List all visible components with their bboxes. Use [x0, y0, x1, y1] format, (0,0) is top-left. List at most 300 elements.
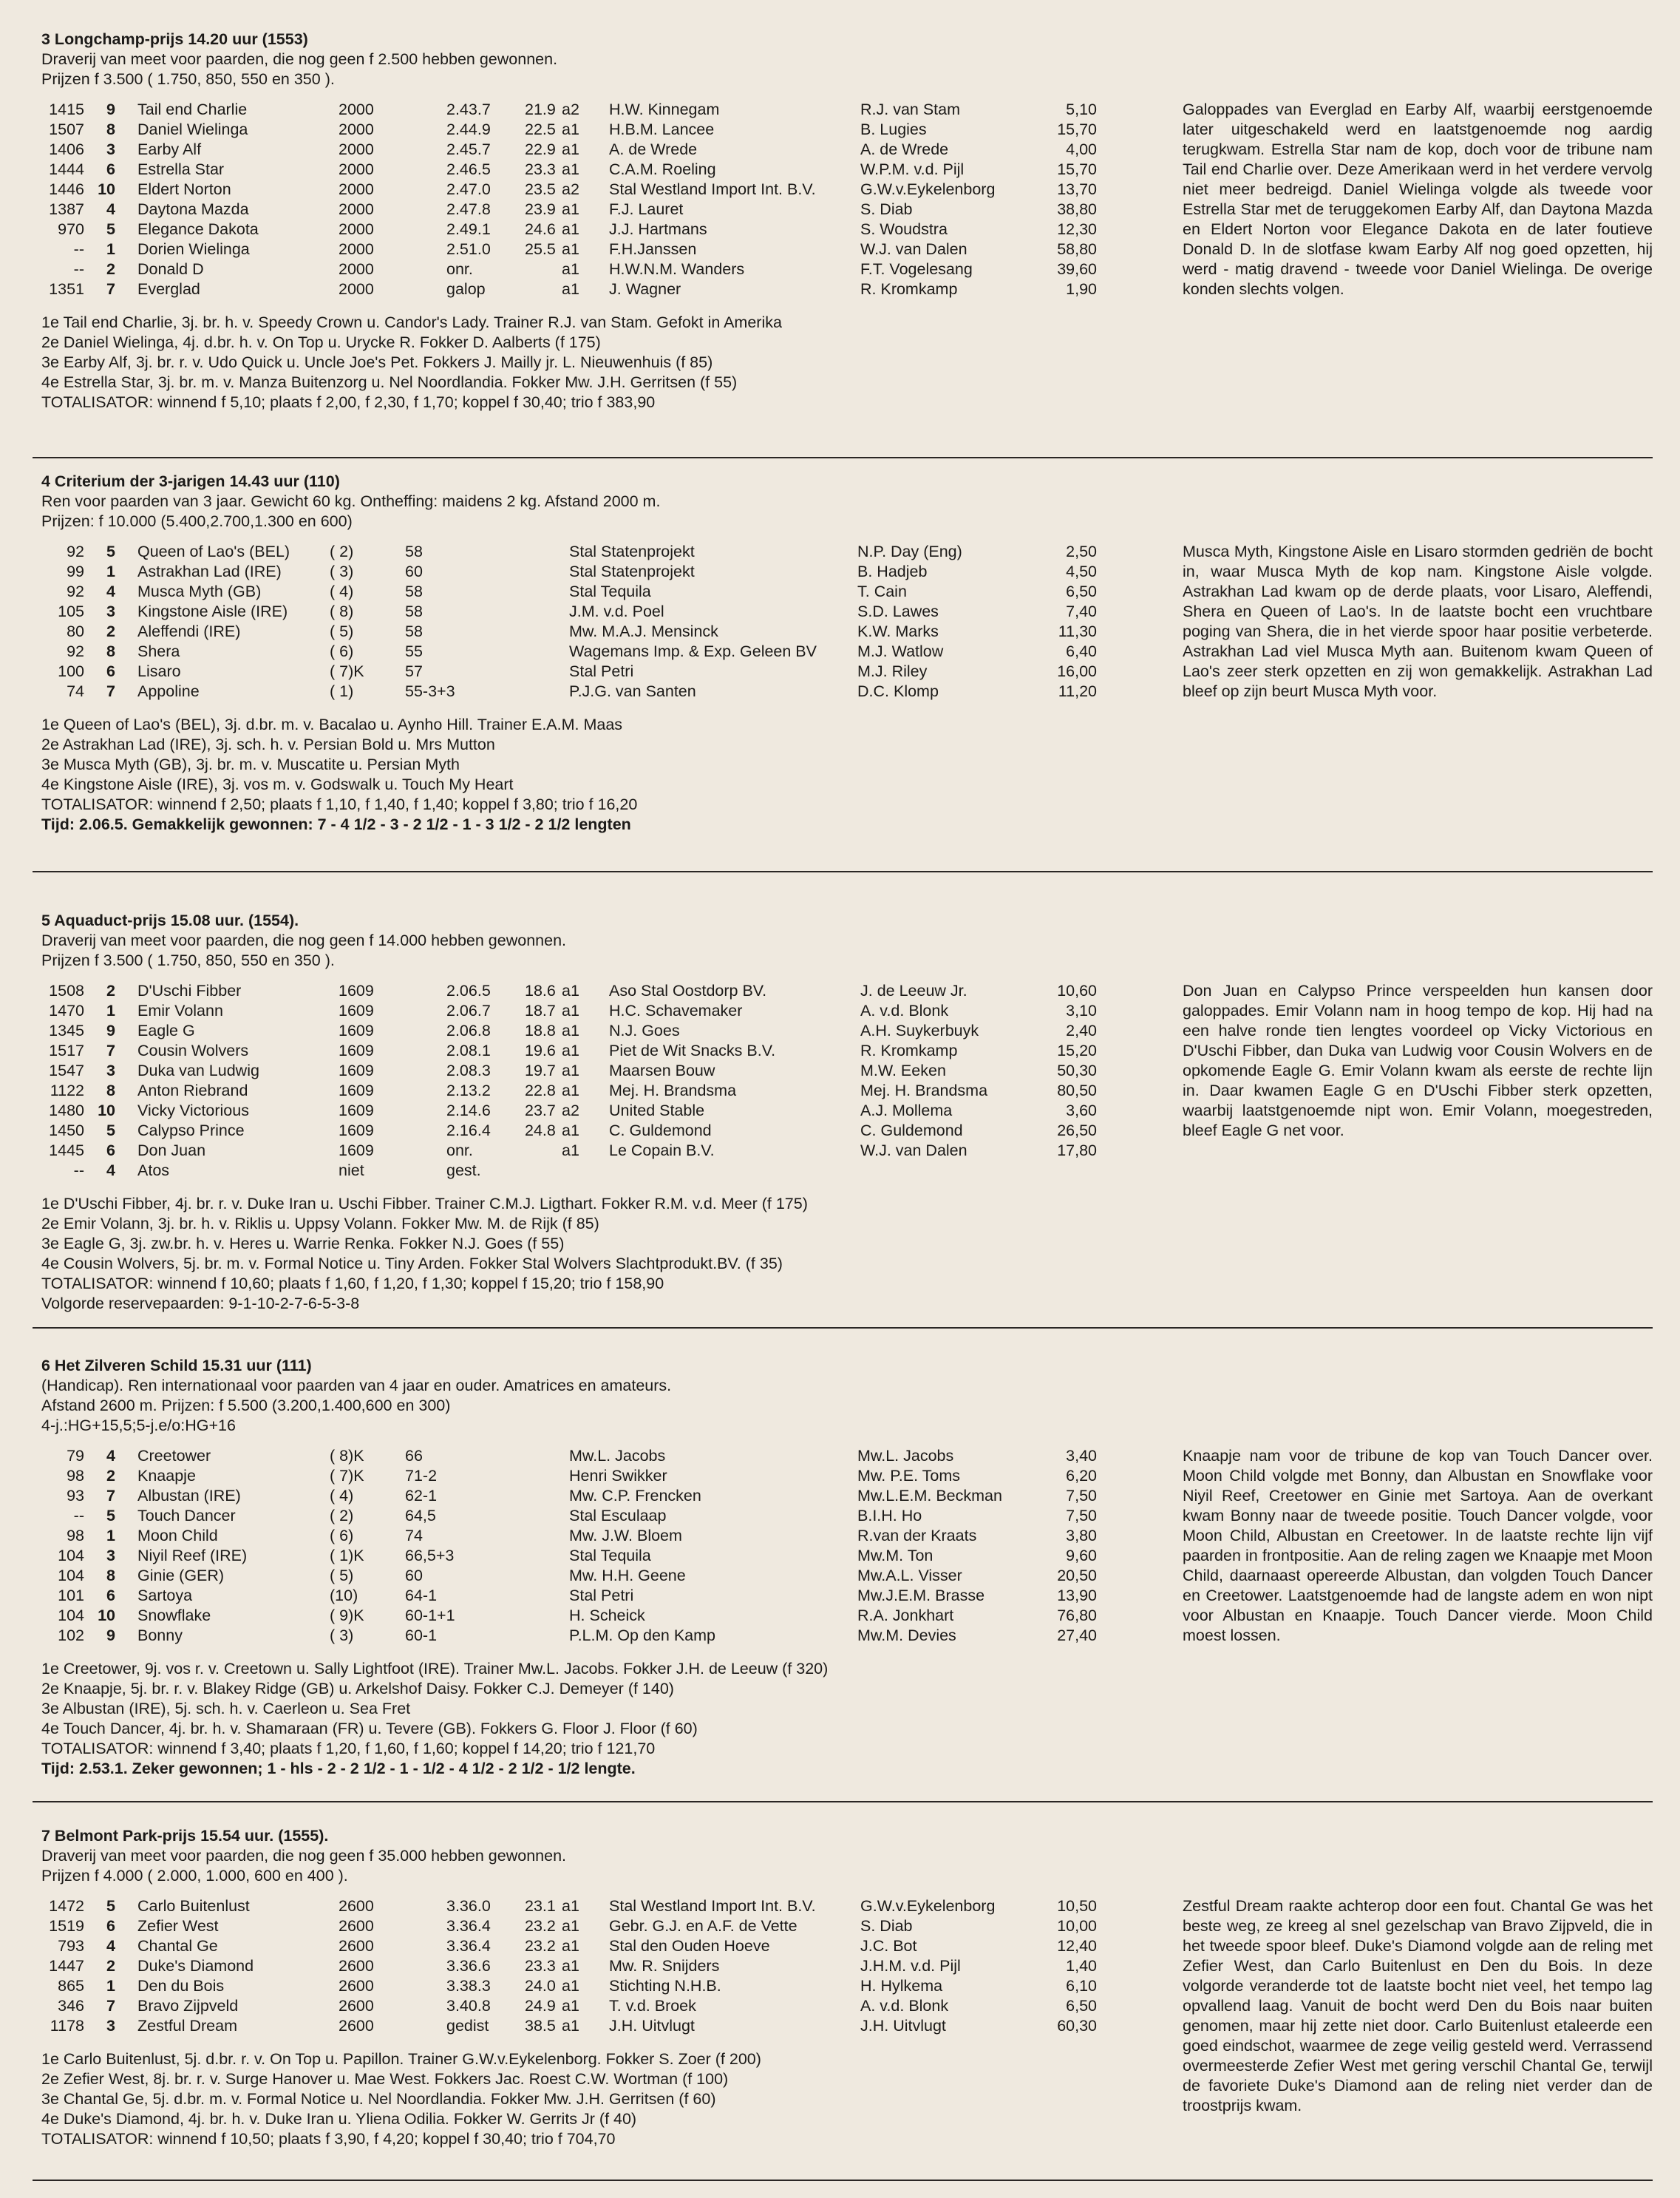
entry-red: 24.9: [525, 1997, 556, 2015]
entry-odds: 13,70: [1057, 180, 1097, 198]
race-comment: Knaapje nam voor de tribune de kop van Touch Dancer over. Moon Child volgde met Bonny, dan Albustan en Snowflake voor Niyil Reef, Creetower en Ginie met Sartoya. Aan de overkant kwam Bonny naar de tweede positie. Touch Dancer volgde, voor Moon Child, Albustan en Creetower. In de laatste rechte lijn vijf paarden in frontpositie. Aan de reling zagen we Knaapje met Moon Child, daarnaast opereerde Albustan, dan volgden Touch Dancer en Creetower. Laatstgenoemde had de langste adem en won nipt voor Albustan en Knaapje. Touch Dancer vierde. Moon Child moest lossen.: [1183, 1447, 1653, 1644]
race-title: 7 Belmont Park-prijs 15.54 uur. (1555).: [41, 1827, 329, 1845]
entry-nr: 1472: [49, 1897, 84, 1915]
race-info: 4-j.:HG+15,5;5-j.e/o:HG+16: [41, 1417, 236, 1434]
entry-odds: 10,50: [1057, 1897, 1097, 1915]
entry-nr: 1480: [49, 1102, 84, 1119]
entry-tag: a1: [562, 240, 579, 258]
entry-driver: B. Lugies: [860, 121, 927, 138]
entry-driver: R. Kromkamp: [860, 1042, 958, 1059]
entry-time: 2.47.8: [446, 200, 491, 218]
entry-dist: 2600: [339, 1917, 374, 1935]
entry-time: 3.36.4: [446, 1917, 491, 1935]
entry-red: 23.3: [525, 160, 556, 178]
entry-driver: W.P.M. v.d. Pijl: [860, 160, 965, 178]
entry-start: 7: [106, 1042, 115, 1059]
entry-red: 23.1: [525, 1897, 556, 1915]
entry-owner: A. de Wrede: [609, 140, 698, 158]
entry-tag: a1: [562, 1957, 579, 1975]
entry-horse: Vicky Victorious: [137, 1102, 249, 1119]
entry-start: 2: [106, 260, 115, 278]
entry-tag: a1: [562, 121, 579, 138]
entry-owner: F.J. Lauret: [609, 200, 684, 218]
entry-horse: Don Juan: [137, 1142, 206, 1159]
race-comment: Galoppades van Everglad en Earby Alf, waarbij eerstgenoemde later uitgeschakeld werd en laatstgenoemde nog aardig terugkwam. Estrella Star nam de kop, doch voor de tribune nam Tail end Charlie over. Deze Amerikaan werd in het verdere vervolg niet meer bedreigd. Daniel Wielinga volgde als tweede voor Estrella Star met de teruggekomen Earby Alf, dan Daytona Mazda en Eldert Norton voor Elegance Dakota en de later foutieve Donald D. In de slotfase kwam Earby Alf nog goed opzetten, hij werd - matig dravend - tweede voor Daniel Wielinga. De overige konden slechts volgen.: [1183, 101, 1653, 298]
entry-odds: 13,90: [1057, 1587, 1097, 1604]
entry-start: 10: [98, 1607, 115, 1624]
entry-red: 24.6: [525, 220, 556, 238]
entry-tag: a1: [562, 1002, 579, 1020]
entry-odds: 5,10: [1066, 101, 1097, 118]
result-line: 3e Musca Myth (GB), 3j. br. m. v. Muscatite u. Persian Myth: [41, 756, 460, 773]
entry-horse: Estrella Star: [137, 160, 225, 178]
entry-owner: Stal Tequila: [569, 1547, 651, 1564]
entry-jockey: M.J. Watlow: [857, 642, 944, 660]
entry-start: 6: [106, 160, 115, 178]
entry-jockey: Mw.L.E.M. Beckman: [857, 1487, 1002, 1505]
entry-start: 1: [106, 563, 115, 580]
entry-red: 23.7: [525, 1102, 556, 1119]
race-info: Ren voor paarden van 3 jaar. Gewicht 60 kg. Ontheffing: maidens 2 kg. Afstand 2000 m.: [41, 492, 661, 510]
entries-block: [41, 542, 1653, 702]
result-line: 1e D'Uschi Fibber, 4j. br. r. v. Duke Iran u. Uschi Fibber. Trainer C.M.J. Ligthart. Fokker R.M. v.d. Meer (f 175): [41, 1195, 808, 1212]
entry-start: 9: [106, 101, 115, 118]
entry-owner: Mw.L. Jacobs: [569, 1447, 666, 1465]
entry-jockey: K.W. Marks: [857, 623, 939, 640]
entry-dist: 2000: [339, 220, 374, 238]
entry-horse: Zefier West: [137, 1917, 219, 1935]
entry-tag: a1: [562, 2017, 579, 2035]
entry-draw: ( 5): [330, 623, 354, 640]
entry-odds: 1,90: [1066, 280, 1097, 298]
race-info: Prijzen f 3.500 ( 1.750, 850, 550 en 350 ).: [41, 952, 335, 969]
race-comment: Don Juan en Calypso Prince verspeelden hun kansen door galoppades. Emir Volann nam in hoog tempo de kop. Hij had na een halve ronde tien lengtes voordeel op Vicky Victorious en D'Uschi Fibber, dan Duka van Ludwig voor Cousin Wolvers en de opkomende Eagle G. Emir Volann kwam als eerste de rechte lijn in. Daar kwamen Eagle G en D'Uschi Fibber sterk opzetten, waarbij laatstgenoemde nipt won. Emir Volann, moegestreden, bleef Eagle G net voor.: [1183, 982, 1653, 1139]
entry-dist: 2000: [339, 101, 374, 118]
entry-draw: ( 2): [330, 1507, 354, 1524]
entry-driver: J.H.M. v.d. Pijl: [860, 1957, 961, 1975]
race-info: Prijzen f 4.000 ( 2.000, 1.000, 600 en 400 ).: [41, 1867, 348, 1885]
result-line: 1e Queen of Lao's (BEL), 3j. d.br. m. v. Bacalao u. Aynho Hill. Trainer E.A.M. Maas: [41, 716, 623, 733]
entry-red: 24.8: [525, 1122, 556, 1139]
entry-tag: a2: [562, 180, 579, 198]
entry-start: 4: [106, 1447, 115, 1465]
entry-start: 7: [106, 280, 115, 298]
result-line: 2e Astrakhan Lad (IRE), 3j. sch. h. v. Persian Bold u. Mrs Mutton: [41, 736, 495, 753]
entry-horse: Anton Riebrand: [137, 1082, 248, 1099]
entry-owner: P.L.M. Op den Kamp: [569, 1627, 715, 1644]
entry-time: 2.49.1: [446, 220, 491, 238]
entry-nr: 1470: [49, 1002, 84, 1020]
entry-owner: J. Wagner: [609, 280, 681, 298]
race-title: 5 Aquaduct-prijs 15.08 uur. (1554).: [41, 912, 299, 929]
entry-start: 1: [106, 1977, 115, 1995]
entry-weight: 64,5: [405, 1507, 436, 1524]
entry-start: 4: [106, 200, 115, 218]
section-divider: [33, 457, 1653, 458]
entry-driver: S. Diab: [860, 200, 913, 218]
entry-owner: Stal Westland Import Int. B.V.: [609, 1897, 816, 1915]
spacer: [41, 1646, 1653, 1659]
entry-dist: 2000: [339, 160, 374, 178]
result-line: 4e Touch Dancer, 4j. br. h. v. Shamaraan (FR) u. Tevere (GB). Fokkers G. Floor J. Floor (f 60): [41, 1720, 698, 1737]
entry-weight: 60-1+1: [405, 1607, 455, 1624]
entry-owner: Mw. M.A.J. Mensinck: [569, 623, 718, 640]
entry-horse: Cousin Wolvers: [137, 1042, 249, 1059]
entry-owner: Maarsen Bouw: [609, 1062, 715, 1079]
entry-nr: 346: [58, 1997, 84, 2015]
entry-horse: Lisaro: [137, 662, 181, 680]
entry-driver: A.H. Suykerbuyk: [860, 1022, 979, 1039]
entry-driver: J.C. Bot: [860, 1937, 917, 1955]
entry-horse: Elegance Dakota: [137, 220, 259, 238]
entry-nr: 105: [58, 603, 84, 620]
entry-nr: 1519: [49, 1917, 84, 1935]
entry-start: 3: [106, 140, 115, 158]
entry-odds: 7,50: [1066, 1487, 1097, 1505]
entry-weight: 64-1: [405, 1587, 438, 1604]
entry-horse: Creetower: [137, 1447, 211, 1465]
entry-time: gedist: [446, 2017, 489, 2035]
entry-nr: 1345: [49, 1022, 84, 1039]
entry-start: 6: [106, 1142, 115, 1159]
entry-driver: W.J. van Dalen: [860, 240, 967, 258]
entry-draw: ( 1): [330, 682, 354, 700]
entry-start: 4: [106, 583, 115, 600]
spacer: [41, 1436, 1653, 1446]
entry-odds: 39,60: [1057, 260, 1097, 278]
result-line: 3e Albustan (IRE), 5j. sch. h. v. Caerleon u. Sea Fret: [41, 1700, 411, 1717]
entry-driver: F.T. Vogelesang: [860, 260, 973, 278]
entry-dist: 2000: [339, 121, 374, 138]
entry-owner: Stal Statenprojekt: [569, 543, 695, 560]
race-info: Prijzen f 3.500 ( 1.750, 850, 550 en 350 ).: [41, 70, 335, 88]
spacer: [41, 702, 1653, 715]
entry-tag: a1: [562, 1977, 579, 1995]
entry-owner: Mw. J.W. Bloem: [569, 1527, 682, 1544]
entry-start: 6: [106, 662, 115, 680]
entry-red: 18.6: [525, 982, 556, 1000]
entry-nr: 865: [58, 1977, 84, 1995]
entry-red: 23.5: [525, 180, 556, 198]
entry-dist: 2600: [339, 1937, 374, 1955]
entry-start: 6: [106, 1587, 115, 1604]
entry-nr: 92: [67, 642, 84, 660]
entry-owner: Henri Swikker: [569, 1467, 667, 1485]
entry-tag: a1: [562, 1082, 579, 1099]
section-divider: [33, 871, 1653, 872]
entry-tag: a1: [562, 220, 579, 238]
entry-tag: a1: [562, 1897, 579, 1915]
result-line: 2e Knaapje, 5j. br. r. v. Blakey Ridge (GB) u. Arkelshof Daisy. Fokker C.J. Demeyer (f 140): [41, 1680, 674, 1697]
entry-time: 3.36.0: [446, 1897, 491, 1915]
spacer: [41, 1886, 1653, 1896]
entry-odds: 6,50: [1066, 583, 1097, 600]
entry-owner: T. v.d. Broek: [609, 1997, 696, 2015]
entry-owner: Stal Westland Import Int. B.V.: [609, 180, 816, 198]
entry-weight: 62-1: [405, 1487, 438, 1505]
entry-jockey: Mw.J.E.M. Brasse: [857, 1587, 985, 1604]
entry-start: 2: [106, 623, 115, 640]
entry-nr: 1387: [49, 200, 84, 218]
entry-horse: Carlo Buitenlust: [137, 1897, 250, 1915]
entry-odds: 3,60: [1066, 1102, 1097, 1119]
entry-nr: 1178: [50, 2017, 84, 2035]
entry-owner: Piet de Wit Snacks B.V.: [609, 1042, 776, 1059]
spacer: [41, 532, 1653, 542]
entry-dist: 1609: [339, 1062, 374, 1079]
result-line: 4e Estrella Star, 3j. br. m. v. Manza Buitenzorg u. Nel Noordlandia. Fokker Mw. J.H. Gerritsen (f 55): [41, 373, 738, 391]
entry-nr: 102: [58, 1627, 84, 1644]
entry-start: 1: [106, 1002, 115, 1020]
entry-driver: W.J. van Dalen: [860, 1142, 967, 1159]
entry-jockey: B.I.H. Ho: [857, 1507, 922, 1524]
entry-horse: D'Uschi Fibber: [137, 982, 242, 1000]
race-section: [41, 911, 1653, 1314]
entry-driver: H. Hylkema: [860, 1977, 943, 1995]
entry-odds: 6,40: [1066, 642, 1097, 660]
entry-odds: 12,30: [1057, 220, 1097, 238]
entry-weight: 66,5+3: [405, 1547, 455, 1564]
entry-draw: ( 4): [330, 583, 354, 600]
entry-red: 23.3: [525, 1957, 556, 1975]
entry-time: 2.14.6: [446, 1102, 491, 1119]
entry-odds: 16,00: [1057, 662, 1097, 680]
entry-tag: a1: [562, 1042, 579, 1059]
entry-start: 9: [106, 1022, 115, 1039]
entry-horse: Musca Myth (GB): [137, 583, 262, 600]
entry-driver: J. de Leeuw Jr.: [860, 982, 967, 1000]
entry-nr: 1507: [49, 121, 84, 138]
entry-start: 9: [106, 1627, 115, 1644]
entry-nr: 74: [67, 682, 84, 700]
entry-tag: a1: [562, 1917, 579, 1935]
entry-nr: 100: [58, 662, 84, 680]
entry-nr: 1351: [49, 280, 84, 298]
race-info: Draverij van meet voor paarden, die nog geen f 35.000 hebben gewonnen.: [41, 1847, 567, 1865]
spacer: [41, 89, 1653, 100]
entry-jockey: N.P. Day (Eng): [857, 543, 962, 560]
entry-horse: Duka van Ludwig: [137, 1062, 259, 1079]
entry-dist: 2000: [339, 140, 374, 158]
entry-jockey: S.D. Lawes: [857, 603, 939, 620]
entry-owner: H.B.M. Lancee: [609, 121, 715, 138]
result-line: TOTALISATOR: winnend f 10,60; plaats f 1,60, f 1,20, f 1,30; koppel f 15,20; trio f 158,90: [41, 1275, 664, 1292]
entry-driver: R.J. van Stam: [860, 101, 961, 118]
entry-weight: 66: [405, 1447, 423, 1465]
entry-owner: Mw. C.P. Frencken: [569, 1487, 701, 1505]
entry-owner: H.C. Schavemaker: [609, 1002, 743, 1020]
entry-owner: N.J. Goes: [609, 1022, 680, 1039]
entry-row: [41, 1141, 1653, 1161]
entry-nr: 98: [67, 1467, 84, 1485]
entry-dist: 2600: [339, 1897, 374, 1915]
entry-odds: 7,40: [1066, 603, 1097, 620]
entry-nr: 79: [67, 1447, 84, 1465]
entry-tag: a2: [562, 1102, 579, 1119]
entry-tag: a1: [562, 1022, 579, 1039]
entry-draw: ( 8)K: [330, 1447, 364, 1465]
result-line: 1e Carlo Buitenlust, 5j. d.br. r. v. On Top u. Papillon. Trainer G.W.v.Eykelenborg. Fokker S. Zoer (f 200): [41, 2050, 761, 2068]
entry-jockey: M.J. Riley: [857, 662, 928, 680]
entry-driver: M.W. Eeken: [860, 1062, 946, 1079]
entry-start: 10: [98, 180, 115, 198]
entry-start: 8: [106, 1567, 115, 1584]
spacer: [41, 299, 1653, 313]
entry-weight: 60: [405, 563, 423, 580]
entry-odds: 10,00: [1057, 1917, 1097, 1935]
result-line: 2e Emir Volann, 3j. br. h. v. Riklis u. Uppsy Volann. Fokker Mw. M. de Rijk (f 85): [41, 1215, 599, 1232]
entry-odds: 6,50: [1066, 1997, 1097, 2015]
entry-time: 2.44.9: [446, 121, 491, 138]
entry-time: 2.13.2: [446, 1082, 491, 1099]
entry-draw: ( 1)K: [330, 1547, 364, 1564]
entry-horse: Calypso Prince: [137, 1122, 245, 1139]
entry-start: 4: [106, 1161, 115, 1179]
entry-horse: Sartoya: [137, 1587, 193, 1604]
entry-nr: 104: [58, 1567, 84, 1584]
entry-horse: Bonny: [137, 1627, 183, 1644]
entry-nr: 92: [67, 543, 84, 560]
entry-odds: 50,30: [1057, 1062, 1097, 1079]
entry-start: 3: [106, 1062, 115, 1079]
result-line: 1e Creetower, 9j. vos r. v. Creetown u. Sally Lightfoot (IRE). Trainer Mw.L. Jacobs. Fokker J.H. de Leeuw (f 320): [41, 1660, 829, 1678]
entry-draw: ( 2): [330, 543, 354, 560]
result-line: 4e Duke's Diamond, 4j. br. h. v. Duke Iran u. Yliena Odilia. Fokker W. Gerrits Jr (f 40): [41, 2110, 637, 2128]
entry-dist: 2600: [339, 1957, 374, 1975]
entry-weight: 57: [405, 662, 423, 680]
entry-nr: 104: [58, 1547, 84, 1564]
entry-odds: 7,50: [1066, 1507, 1097, 1524]
entry-red: 23.2: [525, 1917, 556, 1935]
entry-red: 18.8: [525, 1022, 556, 1039]
entry-dist: 2600: [339, 1997, 374, 2015]
entry-start: 8: [106, 642, 115, 660]
entry-horse: Niyil Reef (IRE): [137, 1547, 248, 1564]
entry-horse: Earby Alf: [137, 140, 202, 158]
entry-start: 3: [106, 1547, 115, 1564]
entry-driver: J.H. Uitvlugt: [860, 2017, 946, 2035]
entry-time: 2.06.8: [446, 1022, 491, 1039]
entry-start: 7: [106, 682, 115, 700]
entry-dist: niet: [339, 1161, 364, 1179]
entry-tag: a1: [562, 1937, 579, 1955]
section-divider: [33, 1327, 1653, 1329]
entry-time: 3.40.8: [446, 1997, 491, 2015]
entry-red: 24.0: [525, 1977, 556, 1995]
entry-horse: Aleffendi (IRE): [137, 623, 241, 640]
entries-block: [41, 981, 1653, 1181]
entry-dist: 2000: [339, 240, 374, 258]
result-line: TOTALISATOR: winnend f 2,50; plaats f 1,10, f 1,40, f 1,40; koppel f 3,80; trio f 16,20: [41, 796, 638, 813]
entry-nr: 1447: [49, 1957, 84, 1975]
entry-tag: a1: [562, 1122, 579, 1139]
entry-start: 7: [106, 1997, 115, 2015]
entry-nr: 1547: [49, 1062, 84, 1079]
entry-nr: 104: [58, 1607, 84, 1624]
result-line: 3e Chantal Ge, 5j. d.br. m. v. Formal Notice u. Nel Noordlandia. Fokker Mw. J.H. Gerritsen (f 60): [41, 2090, 716, 2108]
entry-nr: --: [73, 260, 84, 278]
entry-start: 4: [106, 1937, 115, 1955]
entry-draw: (10): [330, 1587, 358, 1604]
entry-weight: 58: [405, 623, 423, 640]
entry-red: 38.5: [525, 2017, 556, 2035]
entry-nr: 101: [58, 1587, 84, 1604]
entry-tag: a1: [562, 160, 579, 178]
entry-horse: Touch Dancer: [137, 1507, 236, 1524]
entry-dist: 1609: [339, 1022, 374, 1039]
entry-start: 1: [106, 1527, 115, 1544]
entry-time: 3.38.3: [446, 1977, 491, 1995]
entry-nr: --: [73, 240, 84, 258]
entry-red: 23.2: [525, 1937, 556, 1955]
entry-horse: Atos: [137, 1161, 170, 1179]
result-line: TOTALISATOR: winnend f 10,50; plaats f 3,90, f 4,20; koppel f 30,40; trio f 704,70: [41, 2130, 616, 2148]
spacer: [41, 971, 1653, 981]
entry-time: gest.: [446, 1161, 481, 1179]
entry-time: onr.: [446, 260, 473, 278]
entry-red: 22.8: [525, 1082, 556, 1099]
entry-draw: ( 9)K: [330, 1607, 364, 1624]
entry-owner: J.M. v.d. Poel: [569, 603, 664, 620]
entry-nr: 1406: [49, 140, 84, 158]
entry-nr: --: [73, 1161, 84, 1179]
result-line: TOTALISATOR: winnend f 5,10; plaats f 2,00, f 2,30, f 1,70; koppel f 30,40; trio f 383,90: [41, 393, 656, 411]
entry-tag: a1: [562, 1062, 579, 1079]
entry-weight: 71-2: [405, 1467, 438, 1485]
entry-tag: a1: [562, 1997, 579, 2015]
entry-time: 3.36.6: [446, 1957, 491, 1975]
entry-horse: Appoline: [137, 682, 200, 700]
entry-owner: H.W. Kinnegam: [609, 101, 720, 118]
entry-start: 5: [106, 543, 115, 560]
race-title: 6 Het Zilveren Schild 15.31 uur (111): [41, 1357, 312, 1374]
entry-dist: 1609: [339, 1082, 374, 1099]
entry-horse: Tail end Charlie: [137, 101, 248, 118]
entry-horse: Everglad: [137, 280, 200, 298]
entry-nr: 1444: [49, 160, 84, 178]
entry-horse: Kingstone Aisle (IRE): [137, 603, 288, 620]
race-comment: Zestful Dream raakte achterop door een fout. Chantal Ge was het beste weg, ze kreeg al snel gezelschap van Bravo Zijpveld, die in het tweede spoor bleef. Duke's Diamond volgde aan de reling met Zefier West, dan Carlo Buitenlust en Den du Bois. In deze volgorde veranderde tot de laatste bocht niet veel, het tempo lag opvallend laag. Vanuit de bocht werd Den du Bois naar buiten genomen, maar hij zette niet door. Carlo Buitenlust etaleerde een goed eindschot, waarmee de zege veilig gesteld werd. Verrassend overmeesterde Zefier West met gering verschil Chantal Ge, terwijl de favoriete Duke's Diamond aan de reling niet verder dan de troostprijs kwam.: [1183, 1897, 1653, 2114]
entry-weight: 58: [405, 543, 423, 560]
entry-jockey: Mw.L. Jacobs: [857, 1447, 954, 1465]
entry-draw: ( 3): [330, 1627, 354, 1644]
entry-jockey: Mw.M. Ton: [857, 1547, 933, 1564]
entry-odds: 17,80: [1057, 1142, 1097, 1159]
entry-time: onr.: [446, 1142, 473, 1159]
entry-driver: G.W.v.Eykelenborg: [860, 180, 996, 198]
race-section: [41, 1826, 1653, 2149]
entry-driver: G.W.v.Eykelenborg: [860, 1897, 996, 1915]
entry-draw: ( 6): [330, 642, 354, 660]
entry-start: 5: [106, 1122, 115, 1139]
entry-dist: 2000: [339, 180, 374, 198]
result-line: TOTALISATOR: winnend f 3,40; plaats f 1,20, f 1,60, f 1,60; koppel f 14,20; trio f 121,70: [41, 1740, 656, 1757]
race-info: Draverij van meet voor paarden, die nog geen f 14.000 hebben gewonnen.: [41, 932, 567, 949]
entry-nr: 793: [58, 1937, 84, 1955]
entry-horse: Snowflake: [137, 1607, 211, 1624]
entry-odds: 3,10: [1066, 1002, 1097, 1020]
entry-red: 21.9: [525, 101, 556, 118]
entry-horse: Eldert Norton: [137, 180, 231, 198]
result-line: 3e Eagle G, 3j. zw.br. h. v. Heres u. Warrie Renka. Fokker N.J. Goes (f 55): [41, 1235, 565, 1252]
entry-dist: 1609: [339, 1002, 374, 1020]
entry-draw: ( 5): [330, 1567, 354, 1584]
entry-start: 5: [106, 220, 115, 238]
entry-nr: 99: [67, 563, 84, 580]
spacer: [41, 1181, 1653, 1194]
race-footer: Tijd: 2.53.1. Zeker gewonnen; 1 - hls - 2 - 2 1/2 - 1 - 1/2 - 4 1/2 - 2 1/2 - 1/2 lengte.: [41, 1760, 636, 1777]
entry-time: 2.46.5: [446, 160, 491, 178]
